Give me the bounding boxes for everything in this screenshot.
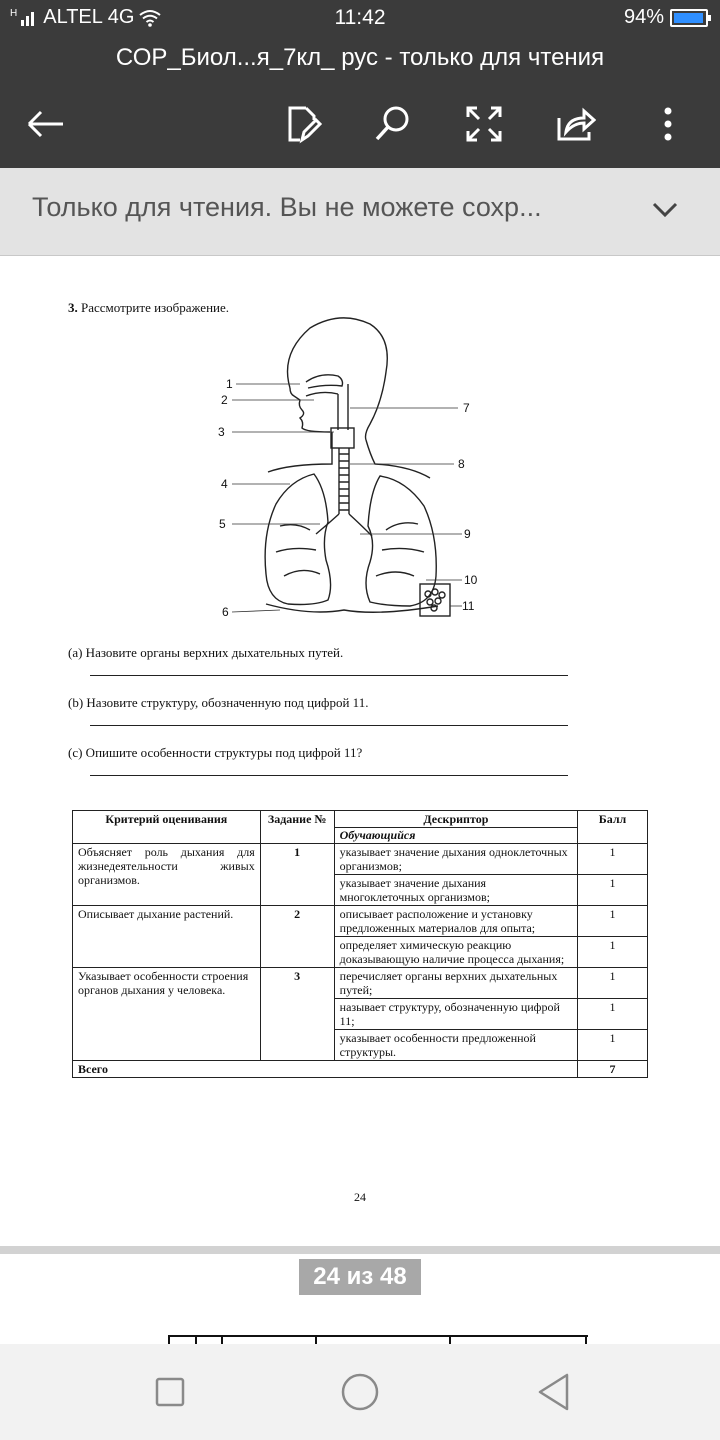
battery-percent: 94% xyxy=(623,6,664,28)
chevron-down-icon[interactable] xyxy=(652,202,678,222)
descriptor-cell: указывает особенности предложенной структуры. xyxy=(334,1030,577,1061)
diagram-label-3: 3 xyxy=(218,425,225,439)
table-row xyxy=(73,968,648,999)
answer-line-b[interactable] xyxy=(90,725,568,726)
table-row xyxy=(73,844,648,875)
read-only-banner[interactable] xyxy=(0,168,720,256)
diagram-label-10: 10 xyxy=(464,573,478,587)
share-icon[interactable] xyxy=(550,98,602,150)
descriptor-cell: называет структуру, обозначенную цифрой 11; xyxy=(334,999,577,1030)
criterion-cell: Указывает особенности строения органов дыхания у человека. xyxy=(73,968,261,1061)
status-right xyxy=(624,6,708,29)
header-descriptor: Дескриптор xyxy=(334,811,577,828)
descriptor-cell: описывает расположение и установку предложенных материалов для опыта; xyxy=(334,906,577,937)
system-nav-bar xyxy=(0,1344,720,1440)
descriptor-cell: определяет химическую реакцию доказывающую наличие процесса дыхания; xyxy=(334,937,577,968)
diagram-label-7: 7 xyxy=(463,401,470,415)
recent-apps-icon[interactable] xyxy=(146,1368,194,1416)
score-cell: 1 xyxy=(578,937,648,968)
next-page-table-edge xyxy=(166,1332,590,1344)
header-task: Задание № xyxy=(260,811,334,844)
diagram-label-9: 9 xyxy=(464,527,471,541)
task-cell: 1 xyxy=(260,844,334,906)
header-descriptor-sub: Обучающийся xyxy=(334,828,577,844)
sub-question-b: (b) Назовите структуру, обозначенную под цифрой 11. xyxy=(68,695,369,710)
total-label: Всего xyxy=(73,1061,578,1078)
signal-type-label: H xyxy=(10,8,18,19)
descriptor-cell: указывает значение дыхания многоклеточных организмов; xyxy=(334,875,577,906)
carrier-label: ALTEL 4G xyxy=(43,6,135,28)
app-toolbar xyxy=(0,36,720,168)
task-cell: 2 xyxy=(260,906,334,968)
diagram-label-5: 5 xyxy=(219,517,226,531)
diagram-label-11: 11 xyxy=(462,599,475,613)
read-only-text: Только для чтения. Вы не можете сохр... xyxy=(32,192,542,222)
criterion-cell: Описывает дыхание растений. xyxy=(73,906,261,968)
back-icon[interactable] xyxy=(530,1368,578,1416)
page-separator xyxy=(0,1246,720,1254)
score-cell: 1 xyxy=(578,844,648,875)
diagram-label-2: 2 xyxy=(221,393,228,407)
task-cell: 3 xyxy=(260,968,334,1061)
page-indicator: 24 из 48 xyxy=(299,1259,421,1295)
table-row xyxy=(73,906,648,937)
page-number: 24 xyxy=(354,1190,366,1204)
document-page[interactable] xyxy=(0,256,720,1246)
search-icon[interactable] xyxy=(366,98,418,150)
total-score: 7 xyxy=(578,1061,648,1078)
question-number: 3. xyxy=(68,300,78,315)
document-title: СОР_Биол...я_7кл_ рус - только для чтения xyxy=(115,44,605,71)
answer-line-a[interactable] xyxy=(90,675,568,676)
back-arrow-icon[interactable] xyxy=(20,98,72,150)
sub-question-c: (c) Опишите особенности структуры под цифрой 11? xyxy=(68,745,363,760)
diagram-label-8: 8 xyxy=(458,457,465,471)
table-header-row xyxy=(73,811,648,828)
header-score: Балл xyxy=(578,811,648,844)
diagram-label-6: 6 xyxy=(222,605,229,619)
score-cell: 1 xyxy=(578,968,648,999)
header-criterion: Критерий оценивания xyxy=(73,811,261,844)
descriptor-cell: указывает значение дыхания одноклеточных организмов; xyxy=(334,844,577,875)
answer-line-c[interactable] xyxy=(90,775,568,776)
assessment-criteria-table xyxy=(72,810,648,1078)
clock: 11:42 xyxy=(334,6,386,29)
diagram-label-1: 1 xyxy=(226,377,233,391)
home-icon[interactable] xyxy=(336,1368,384,1416)
status-bar xyxy=(0,0,720,36)
descriptor-cell: перечисляет органы верхних дыхательных путей; xyxy=(334,968,577,999)
table-total-row xyxy=(73,1061,648,1078)
more-icon[interactable] xyxy=(642,98,694,150)
question-heading xyxy=(68,300,229,316)
battery-icon xyxy=(670,9,708,27)
score-cell: 1 xyxy=(578,1030,648,1061)
respiratory-system-diagram xyxy=(210,314,500,624)
criterion-cell: Объясняет роль дыхания для жизнедеятельности живых организмов. xyxy=(73,844,261,906)
diagram-label-4: 4 xyxy=(221,477,228,491)
fullscreen-icon[interactable] xyxy=(458,98,510,150)
score-cell: 1 xyxy=(578,999,648,1030)
sub-question-a: (a) Назовите органы верхних дыхательных путей. xyxy=(68,645,344,660)
question-title: Рассмотрите изображение. xyxy=(81,300,230,315)
edit-icon[interactable] xyxy=(276,98,328,150)
score-cell: 1 xyxy=(578,875,648,906)
score-cell: 1 xyxy=(578,906,648,937)
